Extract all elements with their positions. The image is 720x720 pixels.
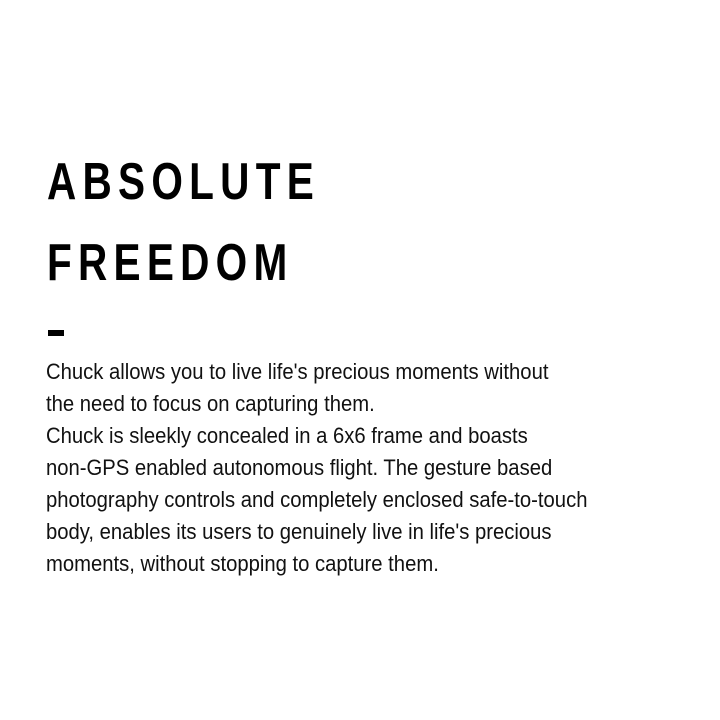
headline-line-2: FREEDOM — [47, 234, 294, 292]
body-line-7: moments, without stopping to capture them. — [46, 551, 439, 576]
body-line-2: the need to focus on capturing them. — [46, 391, 375, 416]
body-line-1: Chuck allows you to live life's precious moments without — [46, 359, 549, 384]
body-line-5: photography controls and completely enclosed safe-to-touch — [46, 487, 588, 512]
body-copy — [46, 356, 622, 580]
body-line-3: Chuck is sleekly concealed in a 6x6 frame and boasts — [46, 423, 528, 448]
body-line-6: body, enables its users to genuinely live in life's precious — [46, 519, 552, 544]
headline-line-1: ABSOLUTE — [47, 153, 320, 211]
headline — [47, 142, 320, 304]
section-divider-dash — [48, 330, 64, 336]
body-line-4: non-GPS enabled autonomous flight. The gesture based — [46, 455, 553, 480]
